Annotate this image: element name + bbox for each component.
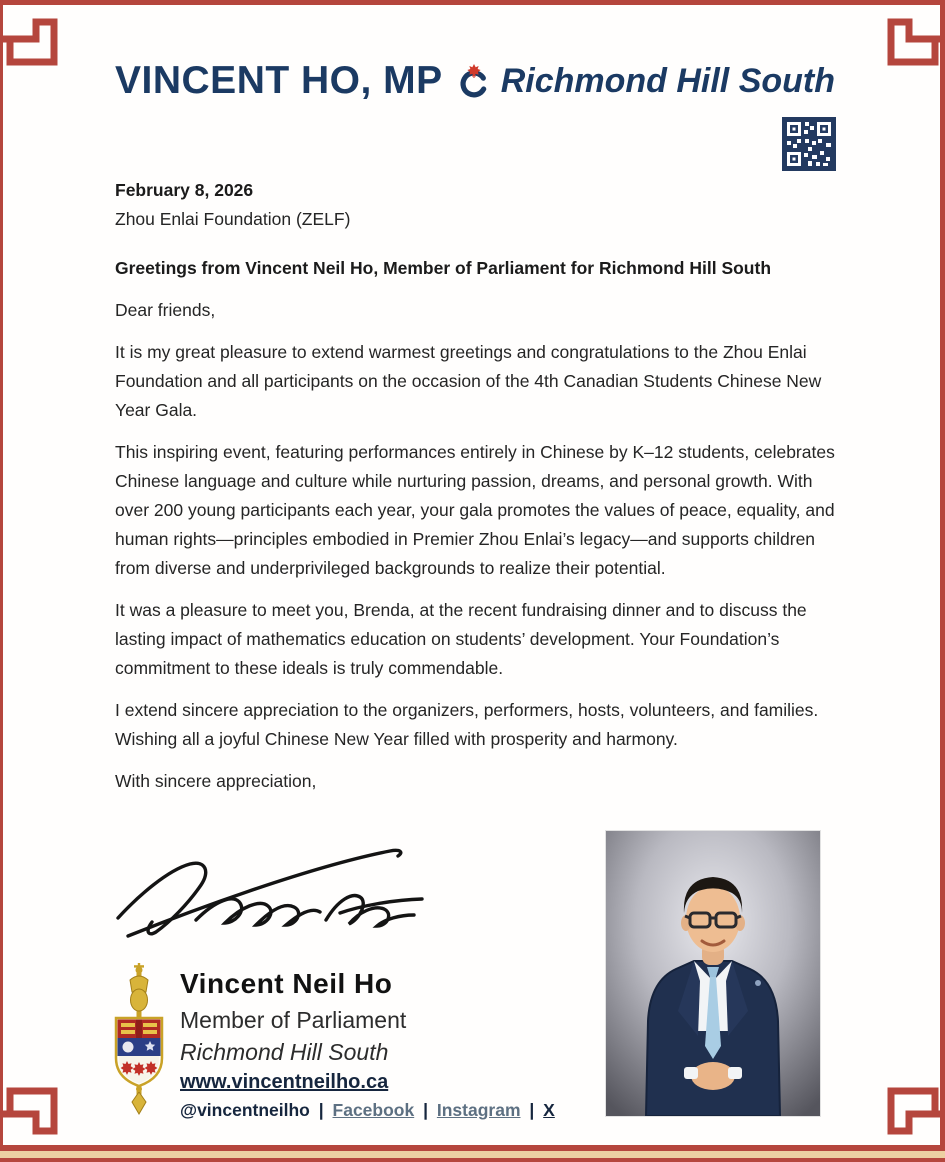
letterhead (115, 48, 835, 114)
house-of-commons-mace-crest-icon (108, 962, 170, 1118)
x-link[interactable]: X (543, 1100, 555, 1120)
facebook-link[interactable]: Facebook (332, 1100, 415, 1120)
letter-paragraph: It is my great pleasure to extend warmest greetings and congratulations to the Zhou Enlai Foundation and all participants on the occasion of the 4th Canadian Students Chinese New Year Gala. (115, 342, 822, 420)
letter-date: February 8, 2026 (115, 180, 254, 200)
letter-subject: Greetings from Vincent Neil Ho, Member of Parliament for Richmond Hill South (115, 258, 772, 278)
mp-name-wordmark: VINCENT HO, MP (115, 59, 443, 102)
letter-paragraph: I extend sincere appreciation to the organizers, performers, hosts, volunteers, and families. Wishing all a joyful Chinese New Year filled with prosperity and harmony. (115, 700, 819, 749)
greek-key-corner-ornament-icon (883, 8, 945, 70)
letter-paragraph: It was a pleasure to meet you, Brenda, at the recent fundraising dinner and to discuss the lasting impact of mathematics education on students’ development. Your Foundation’s commitment to these ideals is truly commendable. (115, 600, 807, 678)
greek-key-corner-ornament-icon (0, 8, 62, 70)
social-handle[interactable]: @vincentneilho (180, 1100, 310, 1120)
frame-top-edge (0, 0, 945, 5)
instagram-link[interactable]: Instagram (436, 1100, 521, 1120)
footer-riding: Richmond Hill South (180, 1039, 389, 1065)
greek-key-corner-ornament-icon (0, 1083, 62, 1145)
riding-wordmark: Richmond Hill South (500, 61, 835, 100)
frame-bottom-red-stripe2 (0, 1158, 945, 1162)
website-link[interactable]: www.vincentneilho.ca (180, 1071, 389, 1093)
letter-paragraph: This inspiring event, featuring performances entirely in Chinese by K–12 students, celebrates Chinese language and culture while nurturing passion, dreams, and personal growth. With over 200 young participants each year, your gala promotes the values of peace, equality, and human rights—principles embodied in Premier Zhou Enlai’s legacy—and supports children from diverse and underprivileged backgrounds to realize their potential. (115, 442, 835, 578)
letter-body (115, 176, 845, 809)
separator: | (529, 1100, 535, 1120)
signature-handwriting (108, 838, 438, 950)
letter-closing: With sincere appreciation, (115, 771, 317, 791)
social-links-row (180, 1100, 600, 1121)
letter-recipient: Zhou Enlai Foundation (ZELF) (115, 209, 351, 229)
footer-contact-block (180, 968, 600, 1121)
separator: | (318, 1100, 324, 1120)
separator: | (423, 1100, 428, 1120)
frame-left-edge (0, 0, 3, 1162)
conservative-c-maple-leaf-icon (459, 50, 489, 112)
greek-key-corner-ornament-icon (883, 1083, 945, 1145)
letter-salutation: Dear friends, (115, 300, 216, 320)
footer-mp-name: Vincent Neil Ho (180, 968, 393, 999)
qr-code-icon (782, 117, 836, 171)
frame-bottom-tan-stripe (0, 1151, 945, 1158)
mp-portrait-photo (605, 830, 821, 1117)
footer-mp-title: Member of Parliament (180, 1007, 407, 1033)
frame-right-edge (940, 0, 945, 1162)
